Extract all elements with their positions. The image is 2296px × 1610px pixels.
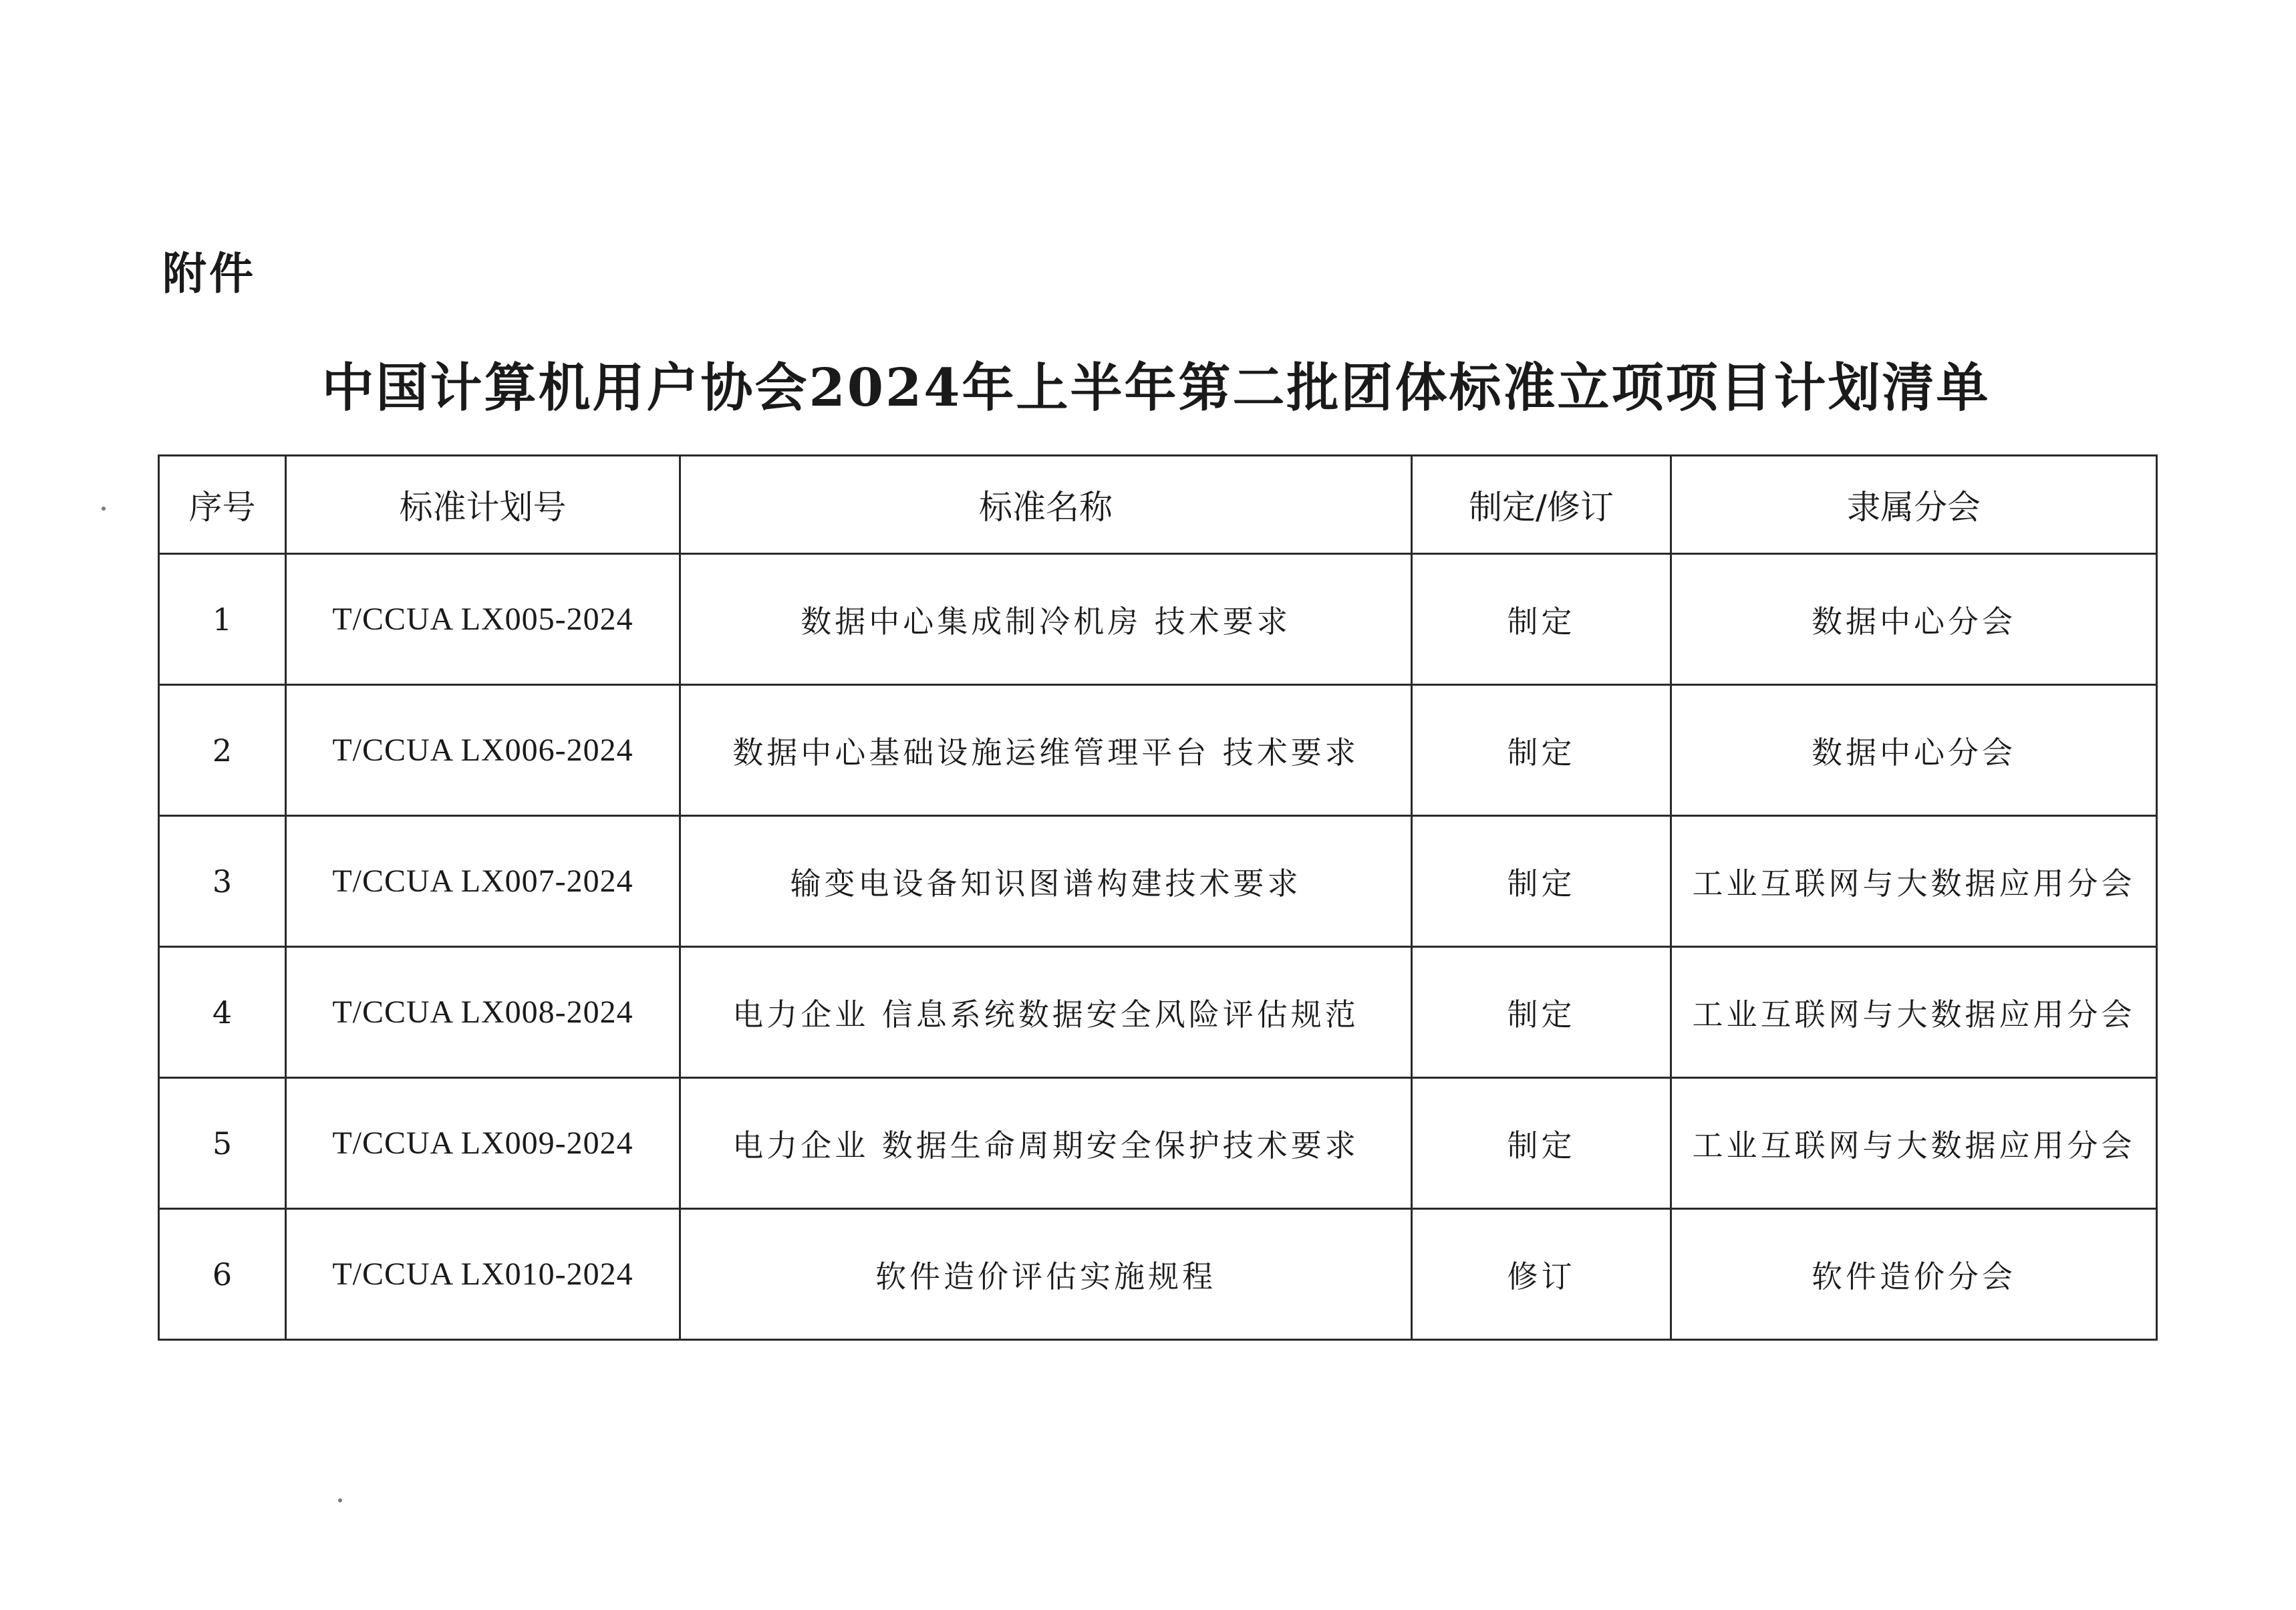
header-type: 制定/修订 <box>1412 456 1671 554</box>
cell-branch: 工业互联网与大数据应用分会 <box>1671 1078 2157 1209</box>
header-index: 序号 <box>159 456 286 554</box>
cell-plan-number: T/CCUA LX007-2024 <box>286 816 680 947</box>
cell-plan-number: T/CCUA LX005-2024 <box>286 554 680 685</box>
cell-index: 4 <box>159 947 286 1078</box>
table-row <box>159 1078 2157 1209</box>
header-branch: 隶属分会 <box>1671 456 2157 554</box>
cell-standard-name: 输变电设备知识图谱构建技术要求 <box>680 816 1412 947</box>
cell-index: 3 <box>159 816 286 947</box>
table-header-row <box>159 456 2157 554</box>
cell-type: 制定 <box>1412 685 1671 816</box>
cell-branch: 数据中心分会 <box>1671 554 2157 685</box>
cell-type: 修订 <box>1412 1209 1671 1340</box>
cell-standard-name: 数据中心集成制冷机房 技术要求 <box>680 554 1412 685</box>
cell-branch: 软件造价分会 <box>1671 1209 2157 1340</box>
cell-plan-number: T/CCUA LX006-2024 <box>286 685 680 816</box>
cell-standard-name: 电力企业 信息系统数据安全风险评估规范 <box>680 947 1412 1078</box>
header-standard-name: 标准名称 <box>680 456 1412 554</box>
scan-speck <box>338 1498 342 1502</box>
cell-type: 制定 <box>1412 1078 1671 1209</box>
cell-index: 6 <box>159 1209 286 1340</box>
cell-index: 1 <box>159 554 286 685</box>
cell-type: 制定 <box>1412 816 1671 947</box>
cell-branch: 数据中心分会 <box>1671 685 2157 816</box>
header-plan-number: 标准计划号 <box>286 456 680 554</box>
table-row <box>159 554 2157 685</box>
cell-branch: 工业互联网与大数据应用分会 <box>1671 947 2157 1078</box>
cell-branch: 工业互联网与大数据应用分会 <box>1671 816 2157 947</box>
table-row <box>159 947 2157 1078</box>
scan-speck <box>102 507 106 511</box>
table-row <box>159 1209 2157 1340</box>
cell-index: 5 <box>159 1078 286 1209</box>
document-title: 中国计算机用户协会2024年上半年第二批团体标准立项项目计划清单 <box>321 358 1991 418</box>
table-row <box>159 685 2157 816</box>
cell-standard-name: 软件造价评估实施规程 <box>680 1209 1412 1340</box>
cell-standard-name: 数据中心基础设施运维管理平台 技术要求 <box>680 685 1412 816</box>
cell-plan-number: T/CCUA LX010-2024 <box>286 1209 680 1340</box>
cell-standard-name: 电力企业 数据生命周期安全保护技术要求 <box>680 1078 1412 1209</box>
cell-type: 制定 <box>1412 554 1671 685</box>
attachment-label: 附件 <box>162 248 256 299</box>
cell-plan-number: T/CCUA LX009-2024 <box>286 1078 680 1209</box>
cell-type: 制定 <box>1412 947 1671 1078</box>
standards-plan-table <box>158 454 2158 1341</box>
cell-plan-number: T/CCUA LX008-2024 <box>286 947 680 1078</box>
table-row <box>159 816 2157 947</box>
cell-index: 2 <box>159 685 286 816</box>
